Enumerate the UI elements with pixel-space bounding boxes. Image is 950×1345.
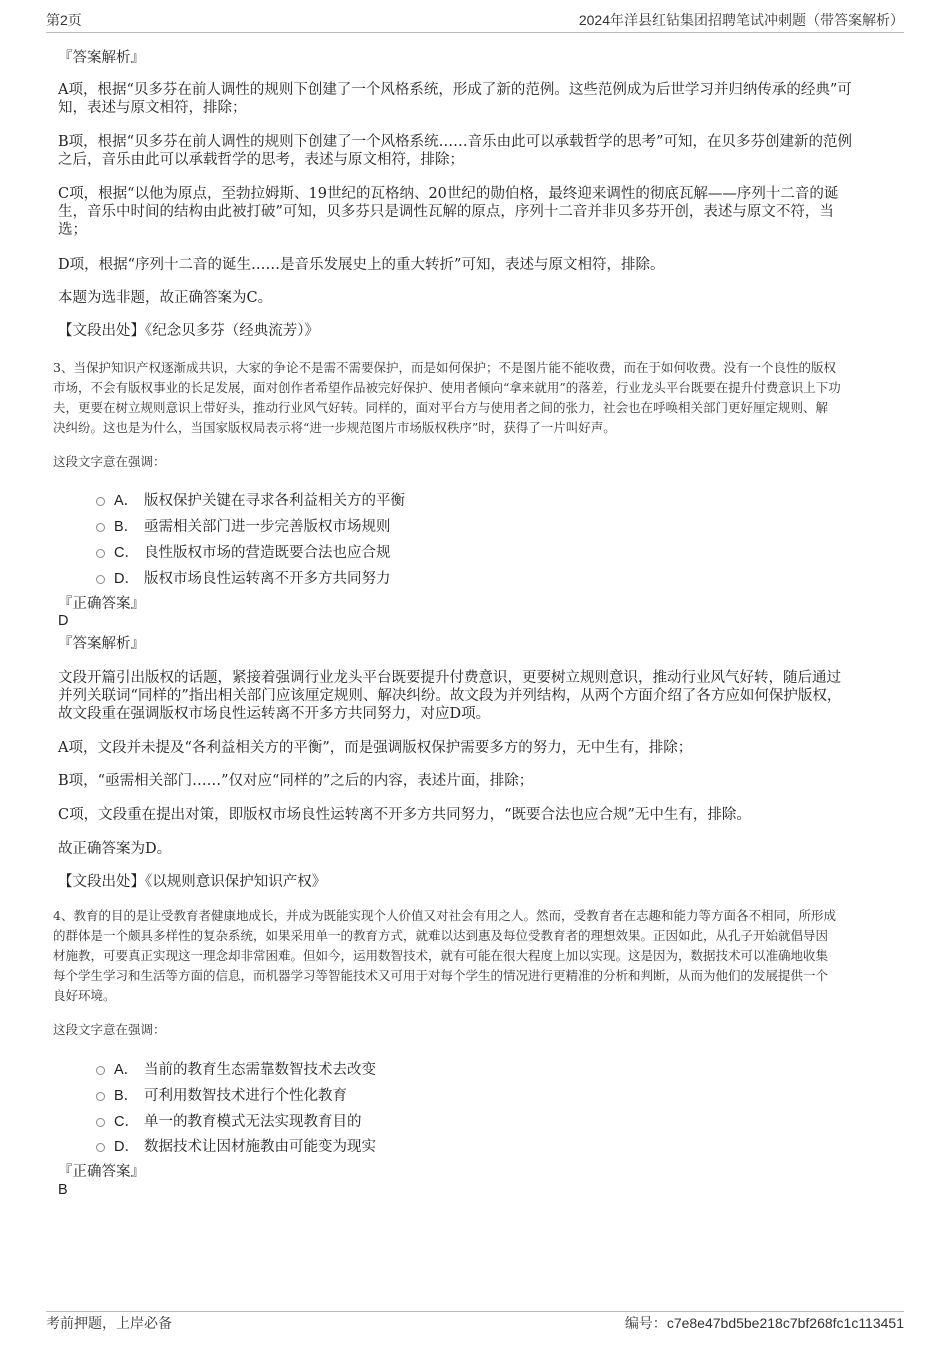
analysis-line: 知，表述与原文相符，排除； xyxy=(58,100,247,116)
q4-passage-line: 的群体是一个颇具多样性的复杂系统，如果采用单一的教育方式，就难以达到惠及每位受教育者的理想效果。正因如此，从孔子开始就倡导因 xyxy=(53,928,829,943)
q4-passage-line: 4、教育的目的是让受教育者健康地成长，并成为既能实现个人价值又对社会有用之人。然而，受教育者在志趣和能力等方面各不相同，所形成 xyxy=(53,908,836,923)
page-footer xyxy=(46,1311,904,1334)
q3-answer: D xyxy=(58,613,69,629)
q3-conclusion: 故正确答案为D。 xyxy=(58,841,172,857)
q3-analysis-line: C项，文段重在提出对策，即版权市场良性运转离不开多方共同努力，“既要合法也应合规”无中生有，排除。 xyxy=(58,807,751,823)
q3-analysis-label: 『答案解析』 xyxy=(58,636,145,652)
page-label: 第2页 xyxy=(46,12,82,28)
code-value: c7e8e47bd5be218c7bf268fc1c113451 xyxy=(666,1315,904,1331)
q3-analysis-line: A项，文段并未提及“各利益相关方的平衡”，而是强调版权保护需要多方的努力，无中生有，排除； xyxy=(58,740,693,756)
radio-icon[interactable] xyxy=(96,523,105,532)
option-text: 良性版权市场的营造既要合法也应合规 xyxy=(144,545,391,561)
conclusion-line: 本题为选非题，故正确答案为C。 xyxy=(58,290,273,306)
radio-icon[interactable] xyxy=(96,549,105,558)
q3-analysis-line: 并列关联词“同样的”指出相关部门应该厘定规则、解决纠纷。故文段为并列结构，从两个方面介绍了各方应如何保护版权， xyxy=(58,688,842,704)
option-text: 当前的教育生态需靠数智技术去改变 xyxy=(144,1062,376,1078)
radio-icon[interactable] xyxy=(96,575,105,584)
radio-icon[interactable] xyxy=(96,497,105,506)
analysis-line: 之后，音乐由此可以承载哲学的思考，表述与原文相符，排除； xyxy=(58,152,464,168)
option-text: 版权保护关键在寻求各利益相关方的平衡 xyxy=(144,493,405,509)
analysis-line: 生，音乐中时间的结构由此被打破”可知，贝多芬只是调性瓦解的原点，序列十二音并非贝多芬开创，表述与原文不符，当 xyxy=(58,204,834,220)
radio-icon[interactable] xyxy=(96,1066,105,1075)
analysis-label: 『答案解析』 xyxy=(58,50,145,66)
radio-icon[interactable] xyxy=(96,1118,105,1127)
q3-option-a[interactable]: A． 版权保护关键在寻求各利益相关方的平衡 xyxy=(96,489,405,510)
q3-answer-label: 『正确答案』 xyxy=(58,596,145,612)
footer-code xyxy=(625,1313,904,1333)
analysis-line: A项，根据“贝多芬在前人调性的规则下创建了一个风格系统，形成了新的范例。这些范例成为后世学习并归纳传承的经典”可 xyxy=(58,82,852,98)
q3-analysis-line: 故文段重在强调版权市场良性运转离不开多方共同努力，对应D项。 xyxy=(58,706,491,722)
q4-passage-line: 良好环境。 xyxy=(53,988,116,1003)
q3-option-d[interactable]: D． 版权市场良性运转离不开多方共同努力 xyxy=(96,567,391,588)
q4-answer-label: 『正确答案』 xyxy=(58,1164,145,1180)
page-header xyxy=(46,8,904,33)
option-text: 数据技术让因材施教由可能变为现实 xyxy=(144,1139,376,1155)
q4-passage-line: 材施教，可要真正实现这一理念却非常困难。但如今，运用数智技术，就有可能在很大程度上加以实现。这是因为，数据技术可以准确地收集 xyxy=(53,948,829,963)
q4-option-c[interactable]: C． 单一的教育模式无法实现教育目的 xyxy=(96,1110,362,1131)
source-line: 【文段出处】《纪念贝多芬（经典流芳）》 xyxy=(58,323,319,339)
analysis-line: B项，根据“贝多芬在前人调性的规则下创建了一个风格系统……音乐由此可以承载哲学的思考”可知，在贝多芬创建新的范例 xyxy=(58,134,852,150)
q4-prompt: 这段文字意在强调： xyxy=(53,1022,166,1037)
q4-passage-line: 每个学生学习和生活等方面的信息，而机器学习等智能技术又可用于对每个学生的情况进行更精准的分析和判断，从而为他们的发展提供一个 xyxy=(53,968,829,983)
q4-answer: B xyxy=(58,1182,68,1198)
footer-slogan: 考前押题，上岸必备 xyxy=(46,1315,172,1331)
q3-option-b[interactable]: B． 亟需相关部门进一步完善版权市场规则 xyxy=(96,515,391,536)
q4-option-a[interactable]: A． 当前的教育生态需靠数智技术去改变 xyxy=(96,1058,376,1079)
radio-icon[interactable] xyxy=(96,1092,105,1101)
q3-source: 【文段出处】《以规则意识保护知识产权》 xyxy=(58,874,327,890)
q3-analysis-line: B项，“亟需相关部门……”仅对应“同样的”之后的内容，表述片面，排除； xyxy=(58,773,534,789)
doc-title: 2024年洋县红钻集团招聘笔试冲刺题（带答案解析） xyxy=(578,12,904,28)
q3-analysis-line: 文段开篇引出版权的话题，紧接着强调行业龙头平台既要提升付费意识，更要树立规则意识，推动行业风气好转，随后通过 xyxy=(58,670,841,686)
q3-prompt: 这段文字意在强调： xyxy=(53,454,166,469)
option-text: 单一的教育模式无法实现教育目的 xyxy=(144,1114,362,1130)
q3-passage-line: 决纠纷。这也是为什么，当国家版权局表示将“进一步规范图片市场版权秩序”时，获得了一片叫好声。 xyxy=(53,420,616,435)
q4-option-d[interactable]: D． 数据技术让因材施教由可能变为现实 xyxy=(96,1135,376,1156)
analysis-line: 选； xyxy=(58,222,87,238)
q3-option-c[interactable]: C． 良性版权市场的营造既要合法也应合规 xyxy=(96,541,391,562)
analysis-line: C项，根据“以他为原点，至勃拉姆斯、19世纪的瓦格纳、20世纪的勋伯格，最终迎来调性的彻底瓦解——序列十二音的诞 xyxy=(58,186,839,202)
q3-passage-line: 市场，不会有版权事业的长足发展，面对创作者希望作品被完好保护、使用者倾向“拿来就用”的落差，行业龙头平台既要在提升付费意识上下功 xyxy=(53,380,841,395)
option-text: 可利用数智技术进行个性化教育 xyxy=(144,1088,347,1104)
option-text: 亟需相关部门进一步完善版权市场规则 xyxy=(144,519,391,535)
q4-option-b[interactable]: B． 可利用数智技术进行个性化教育 xyxy=(96,1084,347,1105)
option-text: 版权市场良性运转离不开多方共同努力 xyxy=(144,571,391,587)
code-label: 编号： xyxy=(624,1315,667,1331)
analysis-line: D项，根据“序列十二音的诞生……是音乐发展史上的重大转折”可知，表述与原文相符，排除。 xyxy=(58,257,665,273)
q3-passage-line: 3、当保护知识产权逐渐成共识，大家的争论不是需不需要保护，而是如何保护；不是图片能不能收费，而在于如何收费。没有一个良性的版权 xyxy=(53,360,836,375)
radio-icon[interactable] xyxy=(96,1143,105,1152)
q3-passage-line: 夫，更要在树立规则意识上带好头，推动行业风气好转。同样的，面对平台方与使用者之间的张力，社会也在呼唤相关部门更好厘定规则、解 xyxy=(53,400,829,415)
